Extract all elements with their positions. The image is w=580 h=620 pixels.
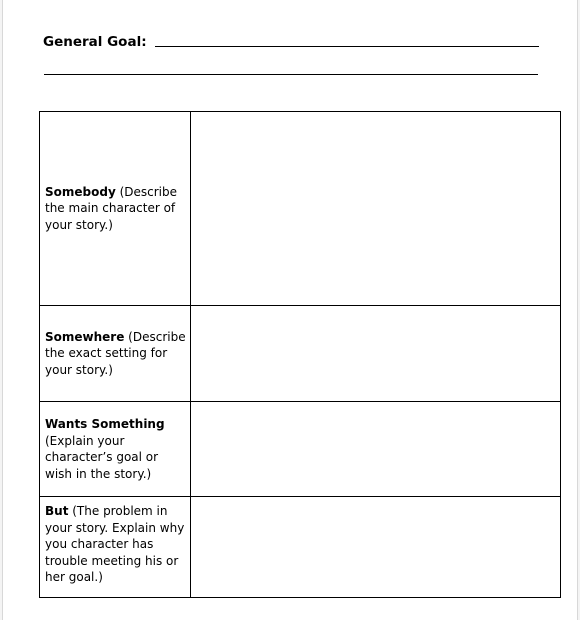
but-label: But (45, 504, 69, 518)
somebody-description: (Describe the main character of your story.) (45, 184, 178, 232)
somewhere-label-cell (40, 306, 191, 402)
somebody-answer-cell[interactable] (191, 112, 561, 306)
somebody-label: Somebody (45, 184, 116, 199)
somebody-label-cell (40, 112, 191, 306)
but-answer-cell[interactable] (191, 497, 561, 598)
but-description: (The problem in your story. Explain why you character has trouble meeting his or her goal.) (45, 504, 185, 584)
table-row-somewhere (40, 306, 561, 402)
table-row-but (40, 497, 561, 598)
general-goal-label: General Goal: (43, 34, 147, 50)
wants-something-label: Wants Something (45, 417, 165, 431)
table-row-somebody (40, 112, 561, 306)
story-planning-table (39, 111, 561, 598)
general-goal-row (43, 32, 539, 50)
general-goal-line-1[interactable] (155, 44, 539, 47)
somewhere-label: Somewhere (45, 329, 125, 344)
somewhere-answer-cell[interactable] (191, 306, 561, 402)
somewhere-description: (Describe the exact setting for your story.) (45, 329, 186, 377)
wants-something-label-cell (40, 402, 191, 497)
but-label-cell (40, 497, 191, 598)
general-goal-line-2[interactable] (44, 74, 538, 75)
wants-something-description: (Explain your character’s goal or wish in the story.) (45, 433, 159, 481)
wants-something-answer-cell[interactable] (191, 402, 561, 497)
worksheet-page (2, 0, 578, 620)
table-row-wants-something (40, 402, 561, 497)
